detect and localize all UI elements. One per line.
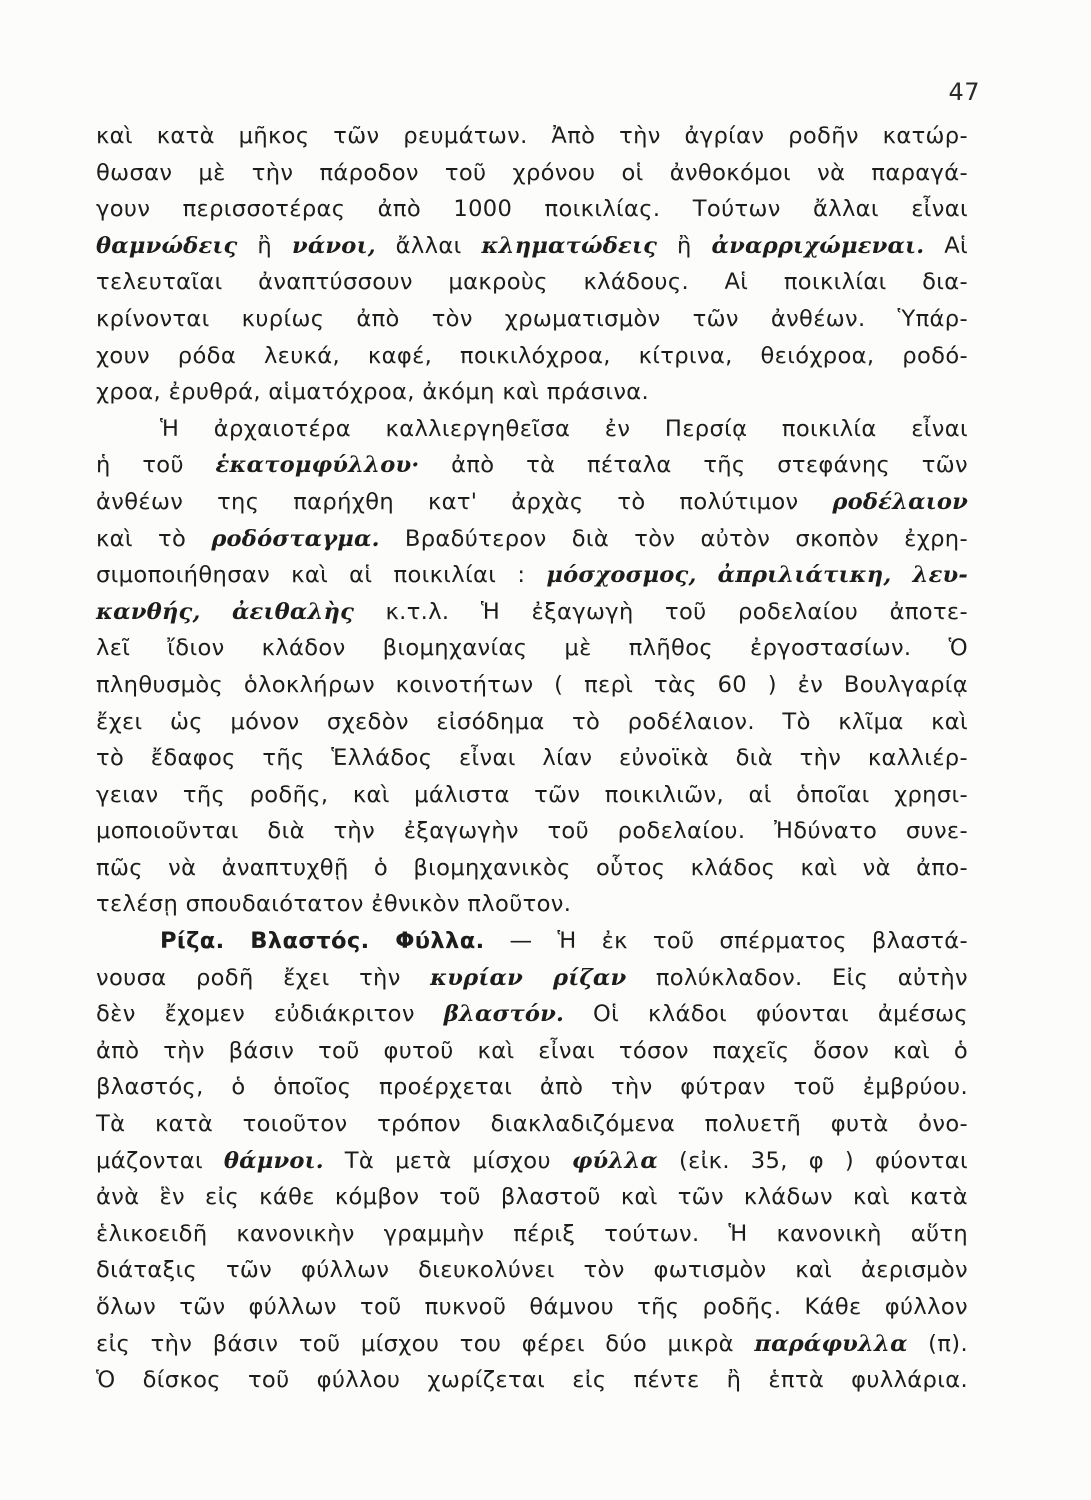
text-line bbox=[96, 1252, 968, 1289]
emphasized-term: βλαστόν. bbox=[443, 1001, 565, 1028]
text-line bbox=[96, 850, 968, 887]
text-segment: (εἰκ. 35, φ ) φύονται bbox=[658, 1147, 968, 1174]
text-line bbox=[96, 521, 968, 558]
text-segment: κρίνονται κυρίως ἀπὸ τὸν χρωματισμὸν τῶν ἀνθέων. Ὑπάρ- bbox=[96, 305, 968, 332]
emphasized-term: ἀπριλιάτικη, bbox=[717, 562, 892, 589]
emphasized-term: ἑκατομφύλλου· bbox=[215, 452, 420, 479]
text-line bbox=[96, 374, 968, 411]
text-line bbox=[96, 447, 968, 484]
text-line bbox=[96, 704, 968, 741]
text-segment: δὲν ἔχομεν εὐδιάκριτον bbox=[96, 1001, 444, 1028]
text-line bbox=[96, 594, 968, 631]
text-segment: ἄλλαι bbox=[375, 232, 482, 259]
emphasized-term: ἀειθαλὴς bbox=[231, 598, 355, 625]
section-heading: Ρίζα. Βλαστός. Φύλλα. bbox=[160, 928, 485, 955]
text-segment: πολύκλαδον. Εἰς αὐτὴν bbox=[626, 964, 968, 991]
text-line bbox=[96, 630, 968, 667]
text-line bbox=[96, 667, 968, 704]
emphasized-term: κυρίαν ρίζαν bbox=[430, 964, 627, 991]
emphasized-term: ροδόσταγμα. bbox=[211, 525, 380, 552]
text-line bbox=[96, 960, 968, 997]
text-line bbox=[96, 557, 968, 594]
emphasized-term: κληματώδεις bbox=[481, 232, 658, 259]
text-line bbox=[96, 1033, 968, 1070]
text-segment bbox=[201, 599, 232, 625]
text-segment: ἀπὸ τὴν βάσιν τοῦ φυτοῦ καὶ εἶναι τόσον παχεῖς ὅσον καὶ ὁ bbox=[96, 1037, 968, 1064]
text-segment: γειαν τῆς ροδῆς, καὶ μάλιστα τῶν ποικιλιῶν, αἱ ὁποῖαι χρησι- bbox=[96, 781, 968, 808]
text-segment: διάταξις τῶν φύλλων διευκολύνει τὸν φωτισμὸν καὶ ἀερισμὸν bbox=[96, 1257, 968, 1284]
text-segment: εἰς τὴν βάσιν τοῦ μίσχου του φέρει δύο μικρὰ bbox=[96, 1330, 755, 1357]
text-segment: ἢ bbox=[237, 232, 292, 259]
emphasized-term: ἀναρριχώμεναι. bbox=[711, 232, 925, 259]
text-segment: τὸ ἔδαφος τῆς Ἑλλάδος εἶναι λίαν εὐνοϊκὰ διὰ τὴν καλλιέρ- bbox=[96, 745, 968, 772]
text-segment: τελευταῖαι ἀναπτύσσουν μακροὺς κλάδους. Αἱ ποικιλίαι δια- bbox=[96, 269, 968, 296]
emphasized-term: θάμνοι. bbox=[223, 1147, 324, 1174]
text-segment: Τὰ μετὰ μίσχου bbox=[323, 1147, 572, 1174]
text-line bbox=[96, 996, 968, 1033]
section-heading-line bbox=[96, 923, 968, 960]
text-line bbox=[96, 411, 968, 448]
page-number: 47 bbox=[948, 78, 980, 106]
emphasized-term: φύλλα bbox=[571, 1147, 659, 1174]
text-segment: τελέσῃ σπουδαιότατον ἐθνικὸν πλοῦτον. bbox=[96, 891, 572, 918]
text-line bbox=[96, 301, 968, 338]
text-segment: ἑλικοειδῆ κανονικὴν γραμμὴν πέριξ τούτων. Ἡ κανονικὴ αὕτη bbox=[96, 1220, 968, 1247]
text-segment: θωσαν μὲ τὴν πάροδον τοῦ χρόνου οἱ ἀνθοκόμοι νὰ παραγά- bbox=[96, 159, 968, 186]
text-line bbox=[96, 155, 968, 192]
text-line bbox=[96, 1069, 968, 1106]
text-line bbox=[96, 886, 968, 923]
emphasized-term: παράφυλλα bbox=[754, 1330, 908, 1357]
text-line bbox=[96, 1179, 968, 1216]
text-line bbox=[96, 118, 968, 155]
text-line bbox=[96, 777, 968, 814]
text-segment: Ἡ ἀρχαιοτέρα καλλιεργηθεῖσα ἐν Περσίᾳ ποικιλία εἶναι bbox=[160, 415, 968, 442]
text-segment: μοποιοῦνται διὰ τὴν ἐξαγωγὴν τοῦ ροδελαίου. Ἠδύνατο συνε- bbox=[96, 818, 968, 845]
text-segment: γουν περισσοτέρας ἀπὸ 1000 ποικιλίας. Τούτων ἄλλαι εἶναι bbox=[96, 196, 968, 223]
text-segment: λεῖ ἴδιον κλάδον βιομηχανίας μὲ πλῆθος ἐργοστασίων. Ὁ bbox=[96, 635, 968, 662]
text-segment: καὶ κατὰ μῆκος τῶν ρευμάτων. Ἀπὸ τὴν ἀγρίαν ροδῆν κατώρ- bbox=[96, 123, 968, 149]
text-line bbox=[96, 1106, 968, 1143]
text-line bbox=[96, 1362, 968, 1399]
text-line bbox=[96, 1216, 968, 1253]
text-segment: Αἱ bbox=[924, 232, 969, 259]
text-segment: — Ἡ ἐκ τοῦ σπέρματος βλαστά- bbox=[484, 928, 968, 955]
body-text bbox=[96, 118, 968, 1399]
text-segment: καὶ τὸ bbox=[96, 525, 212, 552]
text-line bbox=[96, 338, 968, 375]
text-segment: κ.τ.λ. Ἡ ἐξαγωγὴ τοῦ ροδελαίου ἀποτε- bbox=[354, 598, 968, 625]
text-segment: νουσα ροδῆ ἔχει τὴν bbox=[96, 964, 431, 991]
text-segment: χουν ρόδα λευκά, καφέ, ποικιλόχροα, κίτρινα, θειόχροα, ροδό- bbox=[96, 342, 968, 369]
text-segment: ἢ bbox=[657, 232, 712, 259]
text-line bbox=[96, 191, 968, 228]
text-segment: μάζονται bbox=[96, 1147, 224, 1174]
emphasized-term: θαμνώδεις bbox=[96, 232, 238, 259]
text-segment bbox=[697, 562, 718, 588]
text-line bbox=[96, 1289, 968, 1326]
text-line bbox=[96, 813, 968, 850]
text-segment: ἀνὰ ἓν εἰς κάθε κόμβον τοῦ βλαστοῦ καὶ τῶν κλάδων καὶ κατὰ bbox=[96, 1184, 968, 1211]
text-line bbox=[96, 740, 968, 777]
text-segment: χροα, ἐρυθρά, αἱματόχροα, ἀκόμη καὶ πράσινα. bbox=[96, 379, 650, 406]
text-segment: ἡ τοῦ bbox=[96, 452, 216, 479]
text-segment: Τὰ κατὰ τοιοῦτον τρόπον διακλαδιζόμενα πολυετῆ φυτὰ ὀνο- bbox=[96, 1111, 968, 1138]
text-line bbox=[96, 1326, 968, 1363]
text-segment: ὅλων τῶν φύλλων τοῦ πυκνοῦ θάμνου τῆς ροδῆς. Κάθε φύλλον bbox=[96, 1294, 968, 1320]
emphasized-term: λευ- bbox=[912, 562, 968, 589]
text-segment: Ὁ δίσκος τοῦ φύλλου χωρίζεται εἰς πέντε ἢ ἑπτὰ φυλλάρια. bbox=[96, 1367, 968, 1394]
text-segment: σιμοποιήθησαν καὶ αἱ ποικιλίαι : bbox=[96, 562, 547, 589]
text-line bbox=[96, 1143, 968, 1180]
emphasized-term: νάνοι, bbox=[291, 232, 376, 259]
text-segment: Βραδύτερον διὰ τὸν αὐτὸν σκοπὸν ἐχρη- bbox=[379, 525, 968, 552]
text-segment bbox=[891, 562, 912, 588]
emphasized-term: μόσχοσμος, bbox=[546, 562, 697, 589]
emphasized-term: κανθής, bbox=[96, 598, 201, 625]
emphasized-term: ροδέλαιον bbox=[832, 488, 968, 515]
text-line bbox=[96, 228, 968, 265]
text-segment: ἔχει ὡς μόνον σχεδὸν εἰσόδημα τὸ ροδέλαιον. Τὸ κλῖμα καὶ bbox=[96, 708, 968, 735]
text-segment: βλαστός, ὁ ὁποῖος προέρχεται ἀπὸ τὴν φύτραν τοῦ ἐμβρύου. bbox=[96, 1074, 968, 1101]
text-segment: πῶς νὰ ἀναπτυχθῇ ὁ βιομηχανικὸς οὗτος κλάδος καὶ νὰ ἀπο- bbox=[96, 854, 968, 881]
text-segment: ἀπὸ τὰ πέταλα τῆς στεφάνης τῶν bbox=[419, 452, 968, 479]
text-segment: ἀνθέων της παρήχθη κατ' ἀρχὰς τὸ πολύτιμον bbox=[96, 488, 833, 515]
text-segment: (π). bbox=[907, 1330, 968, 1357]
text-line bbox=[96, 264, 968, 301]
text-line bbox=[96, 484, 968, 521]
text-segment: Οἱ κλάδοι φύονται ἀμέσως bbox=[564, 1001, 968, 1028]
text-segment: πληθυσμὸς ὁλοκλήρων κοινοτήτων ( περὶ τὰς 60 ) ἐν Βουλγαρίᾳ bbox=[96, 671, 968, 698]
